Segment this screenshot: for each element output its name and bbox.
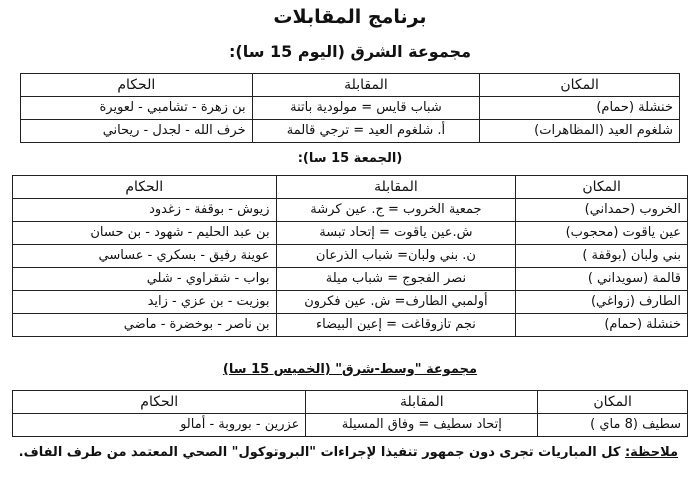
note-label: ملاحظة: — [624, 445, 678, 460]
header-place: المكان — [516, 176, 688, 199]
place-cell: قالمة (سويداني ) — [516, 268, 688, 291]
match-cell: شباب قايس = مولودية باتنة — [252, 97, 480, 120]
table-row — [13, 291, 688, 314]
referees-cell: بوزيت - بن عزي - زايد — [13, 291, 277, 314]
referees-cell: بن زهرة - تشامبي - لعويرة — [21, 97, 253, 120]
match-cell: إتحاد سطيف = وفاق المسيلة — [306, 414, 538, 437]
place-cell: سطيف (8 ماي ) — [538, 414, 688, 437]
referees-cell: زيوش - بوقفة - زغدود — [13, 199, 277, 222]
referees-cell: بواب - شقراوي - شلي — [13, 268, 277, 291]
table-row — [13, 268, 688, 291]
referees-cell: عزرين - بوروبة - أمالو — [13, 414, 306, 437]
place-cell: خنشلة (حمام) — [516, 314, 688, 337]
mixed-group-title: مجموعة "وسط-شرق" (الخميس 15 سا) — [222, 362, 478, 377]
table-row — [21, 97, 680, 120]
match-cell: نصر الفجوج = شباب ميلة — [276, 268, 516, 291]
table-header-row — [13, 391, 688, 414]
match-cell: نجم تازوقاغت = إعين البيضاء — [276, 314, 516, 337]
table-row — [13, 199, 688, 222]
east-group-title: مجموعة الشرق (اليوم 15 سا): — [229, 42, 471, 61]
header-place: المكان — [480, 74, 680, 97]
match-cell: أ. شلغوم العيد = ترجي قالمة — [252, 120, 480, 143]
note-text: كل المباريات تجرى دون جمهور تنفيذا لإجراءات "البروتوكول" الصحي المعتمد من طرف الفاف. — [18, 445, 625, 460]
place-cell: خنشلة (حمام) — [480, 97, 680, 120]
referees-cell: خرف الله - لجدل - ريحاني — [21, 120, 253, 143]
friday-subtitle: (الجمعة 15 سا): — [297, 151, 403, 166]
header-referees: الحكام — [13, 391, 306, 414]
referees-cell: بن عبد الحليم - شهود - بن حسان — [13, 222, 277, 245]
table-row — [13, 245, 688, 268]
friday-table — [12, 175, 688, 337]
place-cell: الطارف (زواغي) — [516, 291, 688, 314]
mixed-group-table — [12, 390, 688, 437]
table-row — [13, 222, 688, 245]
place-cell: بني ولبان (بوقفة ) — [516, 245, 688, 268]
referees-cell: عوينة رفيق - بسكري - عساسي — [13, 245, 277, 268]
table-header-row — [21, 74, 680, 97]
header-referees: الحكام — [21, 74, 253, 97]
header-place: المكان — [538, 391, 688, 414]
match-cell: ش.عين ياقوت = إتحاد تبسة — [276, 222, 516, 245]
place-cell: عين ياقوت (محجوب) — [516, 222, 688, 245]
referees-cell: بن ناصر - بوخضرة - ماضي — [13, 314, 277, 337]
table-row — [21, 120, 680, 143]
note-paragraph — [18, 443, 678, 463]
match-cell: أولمبي الطارف= ش. عين فكرون — [276, 291, 516, 314]
header-match: المقابلة — [306, 391, 538, 414]
place-cell: الخروب (حمداني) — [516, 199, 688, 222]
table-header-row — [13, 176, 688, 199]
table-row — [13, 414, 688, 437]
header-match: المقابلة — [252, 74, 480, 97]
match-cell: ن. بني ولبان= شباب الذرعان — [276, 245, 516, 268]
east-group-table — [20, 73, 680, 143]
header-match: المقابلة — [276, 176, 516, 199]
place-cell: شلغوم العيد (المظاهرات) — [480, 120, 680, 143]
match-cell: جمعية الخروب = ج. عين كرشة — [276, 199, 516, 222]
table-row — [13, 314, 688, 337]
header-referees: الحكام — [13, 176, 277, 199]
page-title: برنامج المقابلات — [273, 6, 427, 28]
